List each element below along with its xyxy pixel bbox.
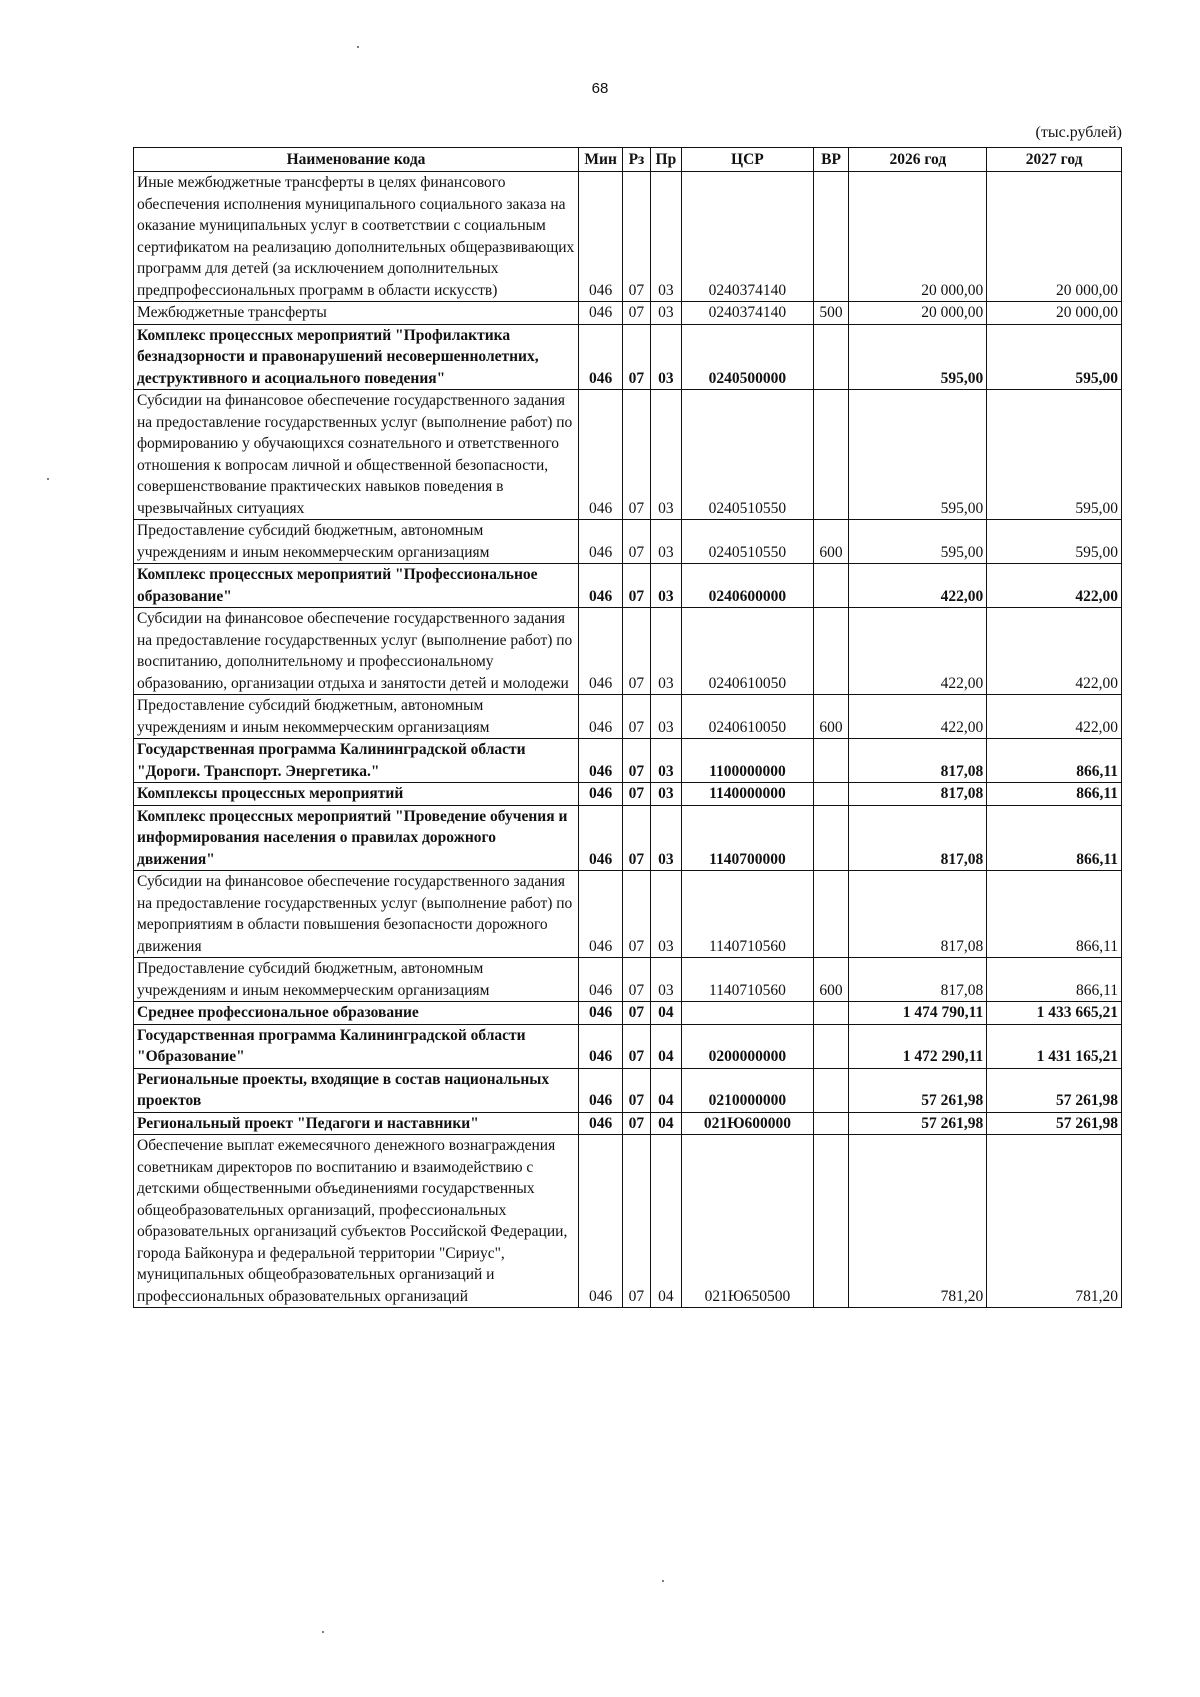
cell-vr bbox=[813, 1068, 849, 1112]
cell-vr: 600 bbox=[813, 520, 849, 564]
cell-vr bbox=[813, 172, 849, 302]
cell-name: Предоставление субсидий бюджетным, автономным учреждениям и иным некоммерческим организациям bbox=[134, 520, 579, 564]
cell-csr: 0240374140 bbox=[682, 172, 814, 302]
cell-rz: 07 bbox=[623, 302, 650, 325]
cell-y2026: 1 474 790,11 bbox=[849, 1002, 987, 1025]
cell-csr: 1140000000 bbox=[682, 783, 814, 806]
cell-vr bbox=[813, 608, 849, 695]
header-pr: Пр bbox=[650, 148, 682, 172]
cell-rz: 07 bbox=[623, 958, 650, 1002]
cell-pr: 03 bbox=[650, 520, 682, 564]
cell-pr: 03 bbox=[650, 783, 682, 806]
cell-csr: 021Ю650500 bbox=[682, 1135, 814, 1308]
table-row bbox=[134, 1002, 1122, 1025]
table-row bbox=[134, 958, 1122, 1002]
header-rz: Рз bbox=[623, 148, 650, 172]
header-vr: ВР bbox=[813, 148, 849, 172]
cell-y2027: 866,11 bbox=[987, 805, 1122, 871]
cell-pr: 04 bbox=[650, 1068, 682, 1112]
cell-y2027: 781,20 bbox=[987, 1135, 1122, 1308]
cell-csr: 0240510550 bbox=[682, 520, 814, 564]
table-row bbox=[134, 564, 1122, 608]
cell-name: Среднее профессиональное образование bbox=[134, 1002, 579, 1025]
cell-y2027: 20 000,00 bbox=[987, 172, 1122, 302]
cell-min: 046 bbox=[579, 783, 623, 806]
header-min: Мин bbox=[579, 148, 623, 172]
table-row bbox=[134, 1068, 1122, 1112]
cell-csr: 1100000000 bbox=[682, 739, 814, 783]
table-body bbox=[134, 172, 1122, 1308]
cell-min: 046 bbox=[579, 302, 623, 325]
cell-rz: 07 bbox=[623, 1024, 650, 1068]
cell-pr: 03 bbox=[650, 564, 682, 608]
cell-y2026: 595,00 bbox=[849, 390, 987, 520]
header-csr: ЦСР bbox=[682, 148, 814, 172]
units-label: (тыс.рублей) bbox=[1035, 124, 1122, 141]
table-row bbox=[134, 1135, 1122, 1308]
cell-name: Государственная программа Калининградской области "Дороги. Транспорт. Энергетика." bbox=[134, 739, 579, 783]
cell-y2027: 595,00 bbox=[987, 390, 1122, 520]
cell-pr: 03 bbox=[650, 324, 682, 390]
cell-csr: 0240610050 bbox=[682, 608, 814, 695]
cell-name: Обеспечение выплат ежемесячного денежного вознаграждения советникам директоров по воспитанию и взаимодействию с детскими общественными объединениями государственных общеобразовательных организаций, профессиональных образовательных организаций субъектов Российской Федерации, города Байконура и федеральной территории "Сириус", муниципальных общеобразовательных организаций и профессиональных образовательных организаций bbox=[134, 1135, 579, 1308]
cell-rz: 07 bbox=[623, 871, 650, 958]
cell-csr bbox=[682, 1002, 814, 1025]
header-name: Наименование кода bbox=[134, 148, 579, 172]
cell-rz: 07 bbox=[623, 564, 650, 608]
cell-vr bbox=[813, 564, 849, 608]
cell-vr bbox=[813, 739, 849, 783]
cell-pr: 04 bbox=[650, 1135, 682, 1308]
cell-name: Комплекс процессных мероприятий "Проведение обучения и информирования населения о правилах дорожного движения" bbox=[134, 805, 579, 871]
cell-min: 046 bbox=[579, 958, 623, 1002]
cell-y2026: 817,08 bbox=[849, 805, 987, 871]
cell-vr bbox=[813, 805, 849, 871]
cell-y2027: 866,11 bbox=[987, 871, 1122, 958]
cell-y2027: 595,00 bbox=[987, 520, 1122, 564]
table-row bbox=[134, 302, 1122, 325]
cell-min: 046 bbox=[579, 695, 623, 739]
cell-y2027: 1 433 665,21 bbox=[987, 1002, 1122, 1025]
cell-y2026: 595,00 bbox=[849, 520, 987, 564]
cell-rz: 07 bbox=[623, 172, 650, 302]
cell-y2027: 1 431 165,21 bbox=[987, 1024, 1122, 1068]
table-row bbox=[134, 520, 1122, 564]
cell-y2027: 422,00 bbox=[987, 695, 1122, 739]
cell-min: 046 bbox=[579, 608, 623, 695]
table-row bbox=[134, 608, 1122, 695]
cell-y2026: 781,20 bbox=[849, 1135, 987, 1308]
cell-csr: 1140700000 bbox=[682, 805, 814, 871]
cell-min: 046 bbox=[579, 1068, 623, 1112]
table-row bbox=[134, 324, 1122, 390]
cell-pr: 03 bbox=[650, 302, 682, 325]
cell-min: 046 bbox=[579, 1135, 623, 1308]
cell-y2026: 20 000,00 bbox=[849, 302, 987, 325]
cell-name: Субсидии на финансовое обеспечение государственного задания на предоставление государственных услуг (выполнение работ) по воспитанию, дополнительному и профессиональному образованию, организации отдыха и занятости детей и молодежи bbox=[134, 608, 579, 695]
cell-pr: 03 bbox=[650, 805, 682, 871]
header-2026: 2026 год bbox=[849, 148, 987, 172]
cell-pr: 03 bbox=[650, 695, 682, 739]
cell-rz: 07 bbox=[623, 520, 650, 564]
table-row bbox=[134, 739, 1122, 783]
cell-y2026: 817,08 bbox=[849, 783, 987, 806]
cell-vr: 600 bbox=[813, 695, 849, 739]
page-number: 68 bbox=[591, 80, 609, 97]
cell-min: 046 bbox=[579, 172, 623, 302]
cell-min: 046 bbox=[579, 564, 623, 608]
cell-vr: 500 bbox=[813, 302, 849, 325]
table-row bbox=[134, 390, 1122, 520]
scan-speck bbox=[662, 1580, 664, 1582]
cell-y2026: 422,00 bbox=[849, 608, 987, 695]
cell-pr: 04 bbox=[650, 1112, 682, 1135]
cell-rz: 07 bbox=[623, 1002, 650, 1025]
cell-csr: 0240610050 bbox=[682, 695, 814, 739]
cell-rz: 07 bbox=[623, 608, 650, 695]
cell-y2026: 422,00 bbox=[849, 695, 987, 739]
cell-name: Предоставление субсидий бюджетным, автономным учреждениям и иным некоммерческим организациям bbox=[134, 695, 579, 739]
table-row bbox=[134, 805, 1122, 871]
cell-min: 046 bbox=[579, 1002, 623, 1025]
cell-rz: 07 bbox=[623, 390, 650, 520]
cell-min: 046 bbox=[579, 871, 623, 958]
cell-csr: 0240600000 bbox=[682, 564, 814, 608]
cell-y2027: 422,00 bbox=[987, 564, 1122, 608]
cell-name: Комплекс процессных мероприятий "Профессиональное образование" bbox=[134, 564, 579, 608]
cell-name: Комплексы процессных мероприятий bbox=[134, 783, 579, 806]
cell-y2027: 866,11 bbox=[987, 783, 1122, 806]
cell-y2027: 595,00 bbox=[987, 324, 1122, 390]
table-row bbox=[134, 783, 1122, 806]
cell-rz: 07 bbox=[623, 1112, 650, 1135]
budget-table bbox=[133, 147, 1122, 1308]
cell-rz: 07 bbox=[623, 324, 650, 390]
cell-rz: 07 bbox=[623, 1068, 650, 1112]
cell-y2026: 57 261,98 bbox=[849, 1068, 987, 1112]
cell-vr bbox=[813, 324, 849, 390]
cell-pr: 03 bbox=[650, 739, 682, 783]
cell-name: Субсидии на финансовое обеспечение государственного задания на предоставление государственных услуг (выполнение работ) по мероприятиям в области повышения безопасности дорожного движения bbox=[134, 871, 579, 958]
cell-vr bbox=[813, 1112, 849, 1135]
cell-min: 046 bbox=[579, 739, 623, 783]
table-header-row bbox=[134, 148, 1122, 172]
table-row bbox=[134, 1024, 1122, 1068]
cell-vr bbox=[813, 390, 849, 520]
table-row bbox=[134, 172, 1122, 302]
cell-min: 046 bbox=[579, 1112, 623, 1135]
cell-vr: 600 bbox=[813, 958, 849, 1002]
cell-vr bbox=[813, 871, 849, 958]
cell-csr: 0200000000 bbox=[682, 1024, 814, 1068]
cell-rz: 07 bbox=[623, 695, 650, 739]
cell-vr bbox=[813, 1002, 849, 1025]
cell-vr bbox=[813, 1135, 849, 1308]
cell-csr: 1140710560 bbox=[682, 958, 814, 1002]
cell-csr: 021Ю600000 bbox=[682, 1112, 814, 1135]
cell-y2027: 422,00 bbox=[987, 608, 1122, 695]
cell-rz: 07 bbox=[623, 1135, 650, 1308]
cell-pr: 03 bbox=[650, 172, 682, 302]
cell-rz: 07 bbox=[623, 739, 650, 783]
cell-name: Региональные проекты, входящие в состав национальных проектов bbox=[134, 1068, 579, 1112]
cell-y2027: 57 261,98 bbox=[987, 1068, 1122, 1112]
cell-rz: 07 bbox=[623, 783, 650, 806]
cell-vr bbox=[813, 1024, 849, 1068]
cell-min: 046 bbox=[579, 805, 623, 871]
table-row bbox=[134, 871, 1122, 958]
cell-y2027: 866,11 bbox=[987, 739, 1122, 783]
cell-pr: 04 bbox=[650, 1024, 682, 1068]
cell-y2026: 57 261,98 bbox=[849, 1112, 987, 1135]
cell-pr: 03 bbox=[650, 390, 682, 520]
cell-min: 046 bbox=[579, 520, 623, 564]
cell-min: 046 bbox=[579, 324, 623, 390]
cell-csr: 0240374140 bbox=[682, 302, 814, 325]
cell-name: Региональный проект "Педагоги и наставники" bbox=[134, 1112, 579, 1135]
cell-y2026: 595,00 bbox=[849, 324, 987, 390]
cell-csr: 0240510550 bbox=[682, 390, 814, 520]
cell-rz: 07 bbox=[623, 805, 650, 871]
cell-csr: 0210000000 bbox=[682, 1068, 814, 1112]
cell-pr: 04 bbox=[650, 1002, 682, 1025]
cell-y2026: 20 000,00 bbox=[849, 172, 987, 302]
cell-pr: 03 bbox=[650, 608, 682, 695]
cell-min: 046 bbox=[579, 1024, 623, 1068]
cell-csr: 0240500000 bbox=[682, 324, 814, 390]
cell-name: Межбюджетные трансферты bbox=[134, 302, 579, 325]
cell-vr bbox=[813, 783, 849, 806]
cell-y2027: 57 261,98 bbox=[987, 1112, 1122, 1135]
cell-y2027: 20 000,00 bbox=[987, 302, 1122, 325]
cell-pr: 03 bbox=[650, 958, 682, 1002]
cell-pr: 03 bbox=[650, 871, 682, 958]
cell-name: Предоставление субсидий бюджетным, автономным учреждениям и иным некоммерческим организациям bbox=[134, 958, 579, 1002]
cell-y2026: 817,08 bbox=[849, 739, 987, 783]
cell-y2026: 817,08 bbox=[849, 871, 987, 958]
table-row bbox=[134, 1112, 1122, 1135]
cell-y2027: 866,11 bbox=[987, 958, 1122, 1002]
header-2027: 2027 год bbox=[987, 148, 1122, 172]
cell-y2026: 422,00 bbox=[849, 564, 987, 608]
cell-y2026: 1 472 290,11 bbox=[849, 1024, 987, 1068]
cell-name: Иные межбюджетные трансферты в целях финансового обеспечения исполнения муниципального социального заказа на оказание муниципальных услуг в соответствии с социальным сертификатом на реализацию дополнительных общеразвивающих программ для детей (за исключением дополнительных предпрофессиональных программ в области искусств) bbox=[134, 172, 579, 302]
cell-csr: 1140710560 bbox=[682, 871, 814, 958]
scan-speck bbox=[357, 46, 359, 48]
table-row bbox=[134, 695, 1122, 739]
scan-speck bbox=[47, 478, 49, 480]
cell-name: Субсидии на финансовое обеспечение государственного задания на предоставление государственных услуг (выполнение работ) по формированию у обучающихся сознательного и ответственного отношения к вопросам личной и общественной безопасности, совершенствование практических навыков поведения в чрезвычайных ситуациях bbox=[134, 390, 579, 520]
cell-y2026: 817,08 bbox=[849, 958, 987, 1002]
scan-speck bbox=[322, 1631, 324, 1633]
cell-name: Комплекс процессных мероприятий "Профилактика безнадзорности и правонарушений несовершеннолетних, деструктивного и асоциального поведения" bbox=[134, 324, 579, 390]
cell-name: Государственная программа Калининградской области "Образование" bbox=[134, 1024, 579, 1068]
cell-min: 046 bbox=[579, 390, 623, 520]
